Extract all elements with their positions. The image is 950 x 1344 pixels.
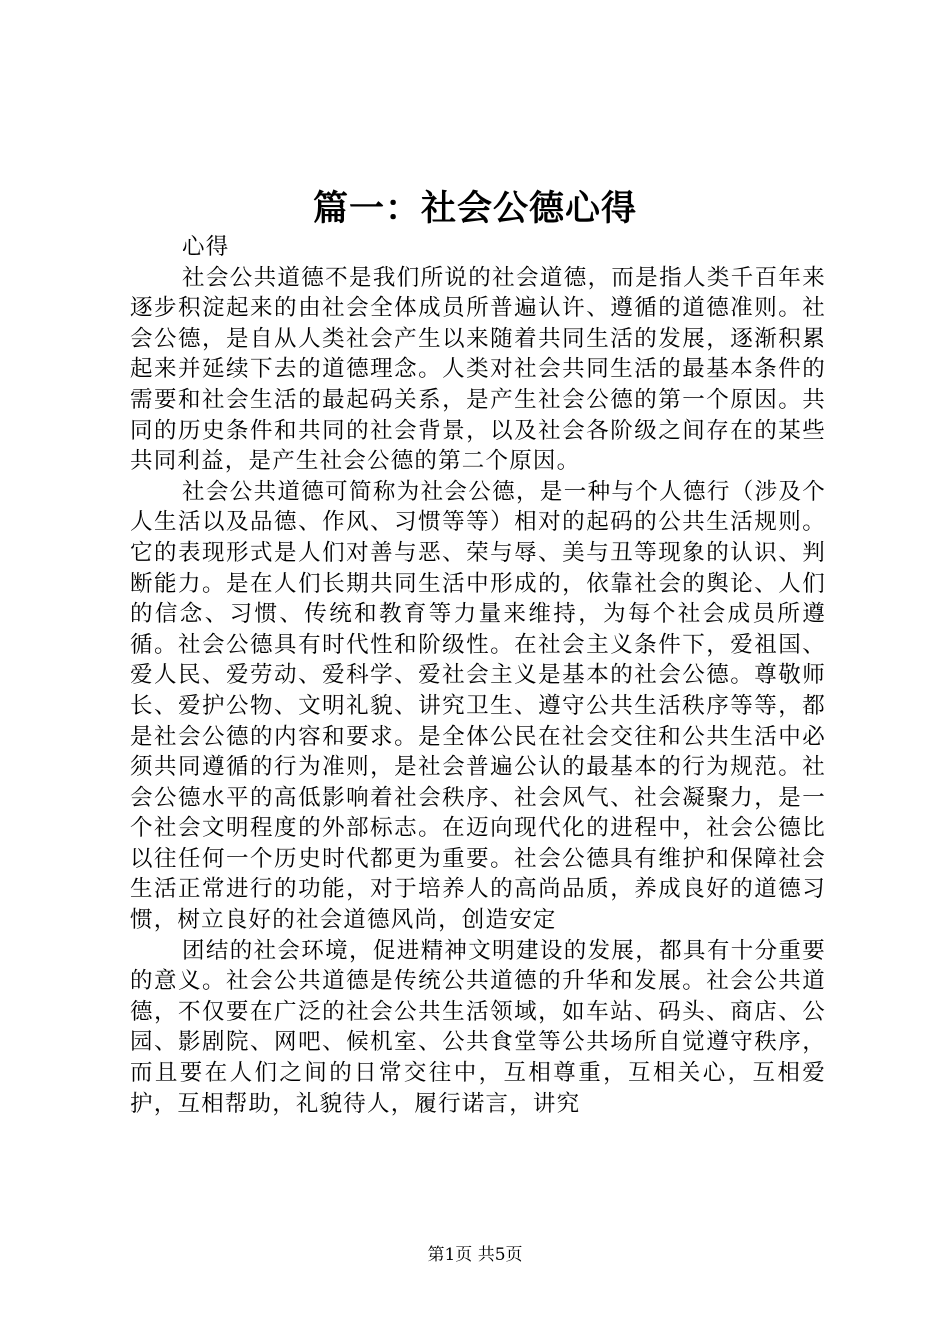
document-title: 篇一：社会公德心得 xyxy=(312,189,637,229)
paragraph-2: 社会公共道德可简称为社会公德，是一种与个人德行（涉及个人生活以及品德、作风、习惯等等）相对的起码的公共生活规则。它的表现形式是人们对善与恶、荣与辱、美与丑等现象的认识、判断能力。是在人们长期共同生活中形成的，依靠社会的舆论、人们的信念、习惯、传统和教育等力量来维持，为每个社会成员所遵循。社会公德具有时代性和阶级性。在社会主义条件下，爱祖国、爱人民、爱劳动、爱科学、爱社会主义是基本的社会公德。尊敬师长、爱护公物、文明礼貌、讲究卫生、遵守公共生活秩序等等，都是社会公德的内容和要求。是全体公民在社会交往和公共生活中必须共同遵循的行为准则，是社会普遍公认的最基本的行为规范。社会公德水平的高低影响着社会秩序、社会风气、社会凝聚力，是一个社会文明程度的外部标志。在迈向现代化的进程中，社会公德比以往任何一个历史时代都更为重要。社会公德具有维护和保障社会生活正常进行的功能，对于培养人的高尚品质，养成良好的道德习惯，树立良好的社会道德风尚，创造安定 xyxy=(130,478,826,934)
paragraph-heading: 心得 xyxy=(182,234,230,260)
page-footer: 第1页 共5页 xyxy=(427,1245,523,1265)
document-body xyxy=(130,232,826,1119)
paragraph-1: 社会公共道德不是我们所说的社会道德，而是指人类千百年来逐步积淀起来的由社会全体成员所普遍认许、遵循的道德准则。社会公德，是自从人类社会产生以来随着共同生活的发展，逐渐积累起来并延续下去的道德理念。人类对社会共同生活的最基本条件的需要和社会生活的最起码关系，是产生社会公德的第一个原因。共同的历史条件和共同的社会背景，以及社会各阶级之间存在的某些共同利益，是产生社会公德的第二个原因。 xyxy=(130,264,826,475)
paragraph-3: 团结的社会环境，促进精神文明建设的发展，都具有十分重要的意义。社会公共道德是传统公共道德的升华和发展。社会公共道德，不仅要在广泛的社会公共生活领域，如车站、码头、商店、公园、影剧院、网吧、候机室、公共食堂等公共场所自觉遵守秩序，而且要在人们之间的日常交往中，互相尊重，互相关心，互相爱护，互相帮助，礼貌待人，履行诺言，讲究 xyxy=(130,937,826,1117)
